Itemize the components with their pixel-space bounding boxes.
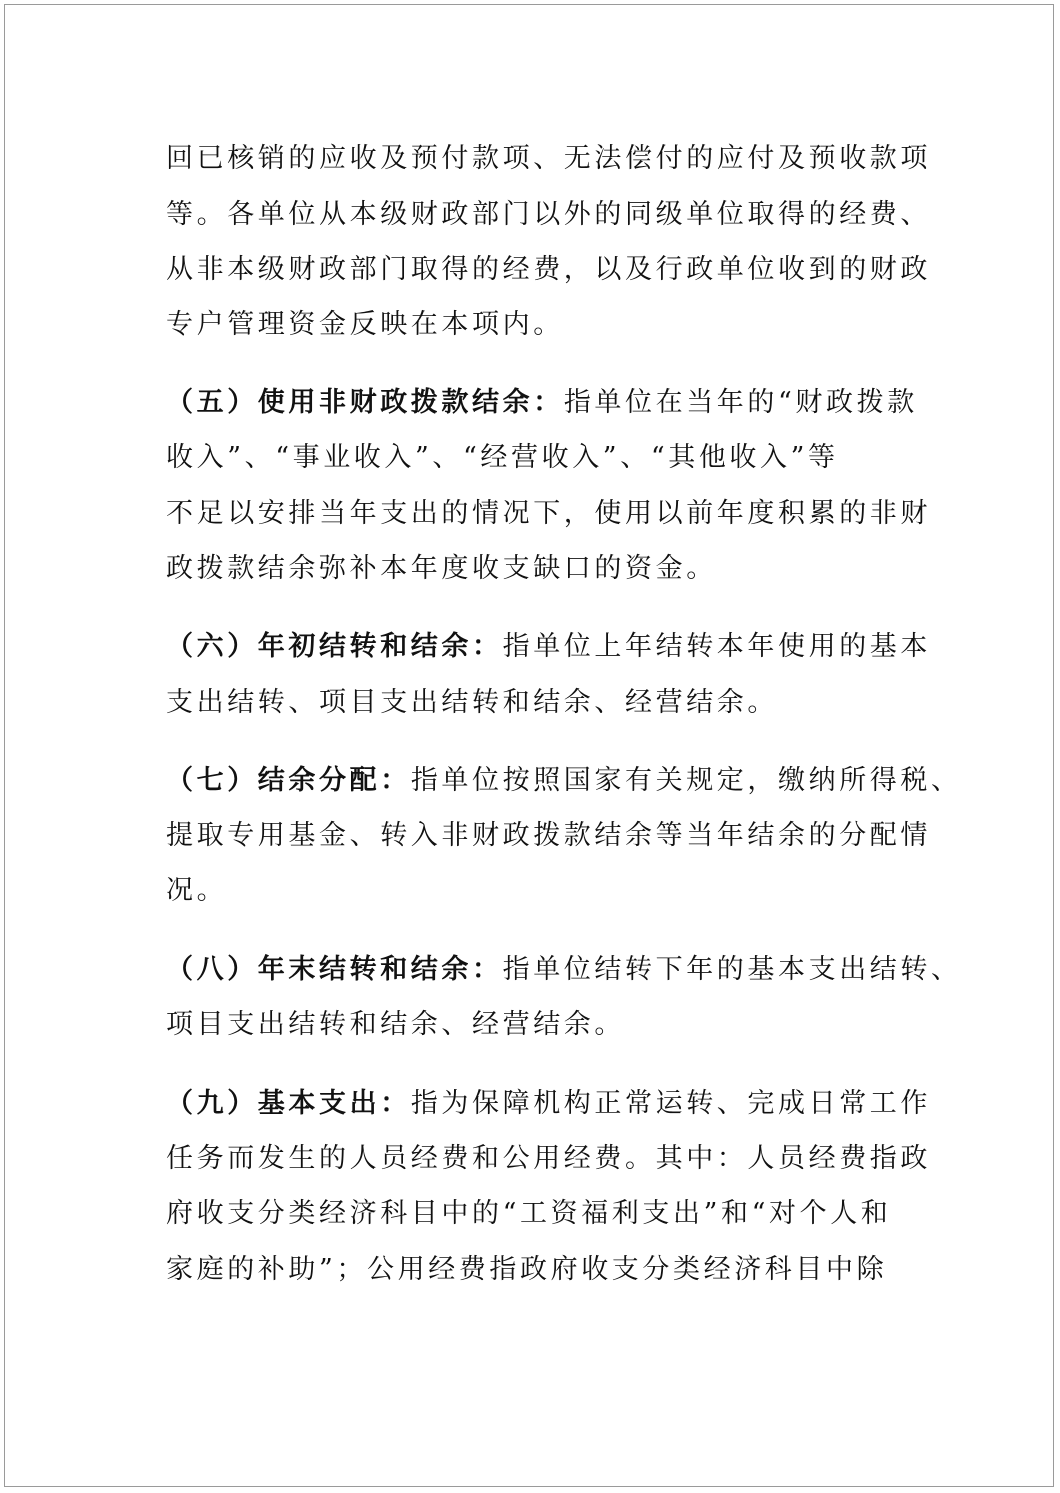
item-5-heading: （五）使用非财政拨款结余：	[166, 387, 564, 418]
paragraph-line: 任务而发生的人员经费和公用经费。其中：人员经费指政	[166, 1143, 931, 1174]
item-8-text: 指单位结转下年的基本支出结转、	[502, 954, 962, 985]
item-7-heading: （七）结余分配：	[166, 765, 411, 796]
paragraph-line: 从非本级财政部门取得的经费，以及行政单位收到的财政	[166, 254, 931, 285]
paragraph-line: 专户管理资金反映在本项内。	[166, 309, 564, 340]
item-9-heading: （九）基本支出：	[166, 1088, 411, 1119]
item-9-first-line	[166, 1087, 931, 1121]
paragraph-line: 况。	[166, 875, 228, 906]
item-6-first-line	[166, 630, 931, 664]
item-8-first-line	[166, 953, 962, 987]
item-7-first-line	[166, 764, 962, 798]
paragraph-line: 府收支分类经济科目中的“工资福利支出”和“对个人和	[166, 1198, 892, 1229]
paragraph-line: 政拨款结余弥补本年度收支缺口的资金。	[166, 553, 717, 584]
item-6-text: 指单位上年结转本年使用的基本	[502, 631, 932, 662]
paragraph-line: 家庭的补助”；公用经费指政府收支分类经济科目中除	[166, 1254, 888, 1285]
item-7-text: 指单位按照国家有关规定，缴纳所得税、	[410, 765, 962, 796]
item-6-heading: （六）年初结转和结余：	[166, 631, 503, 662]
item-5-text: 指单位在当年的“财政拨款	[563, 387, 918, 418]
item-8-heading: （八）年末结转和结余：	[166, 954, 503, 985]
paragraph-line: 提取专用基金、转入非财政拨款结余等当年结余的分配情	[166, 820, 931, 851]
paragraph-line: 等。各单位从本级财政部门以外的同级单位取得的经费、	[166, 199, 931, 230]
paragraph-line: 支出结转、项目支出结转和结余、经营结余。	[166, 687, 778, 718]
paragraph-line: 收入”、“事业收入”、“经营收入”、“其他收入”等	[166, 442, 839, 473]
paragraph-line: 不足以安排当年支出的情况下，使用以前年度积累的非财	[166, 498, 931, 529]
paragraph-line: 回已核销的应收及预付款项、无法偿付的应付及预收款项	[166, 143, 931, 174]
item-5-first-line	[166, 386, 918, 420]
item-9-text: 指为保障机构正常运转、完成日常工作	[410, 1088, 932, 1119]
paragraph-line: 项目支出结转和结余、经营结余。	[166, 1009, 625, 1040]
